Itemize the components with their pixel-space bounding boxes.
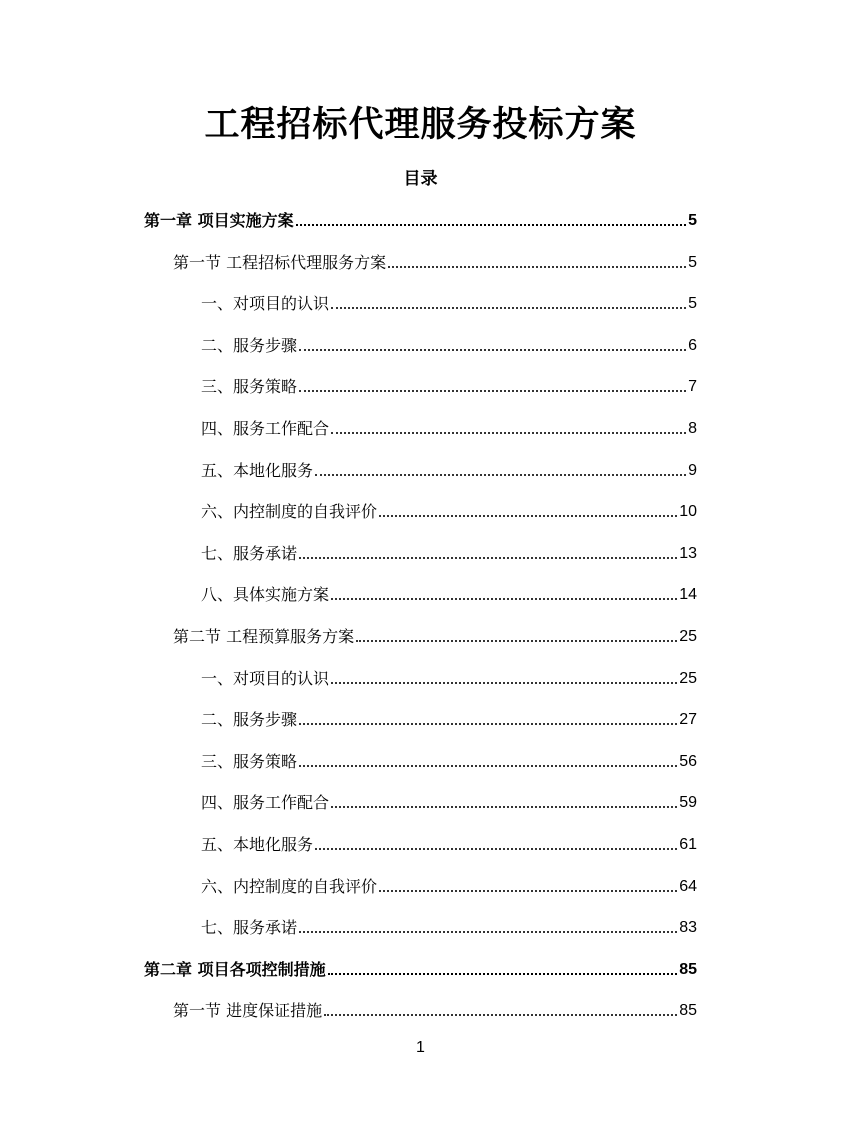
toc-dot-leader: [299, 723, 677, 725]
toc-entry[interactable]: [201, 456, 697, 482]
toc-entry-label: 七、服务承诺: [201, 918, 298, 937]
toc-dot-leader: [388, 266, 686, 268]
toc-entry-label: 五、本地化服务: [201, 835, 314, 854]
toc-entry[interactable]: [201, 913, 697, 939]
toc-entry[interactable]: [144, 955, 697, 981]
toc-dot-leader: [328, 973, 678, 975]
toc-entry-page-number: 25: [679, 628, 697, 645]
document-title: 工程招标代理服务投标方案: [204, 104, 637, 145]
toc-dot-leader: [324, 1014, 677, 1016]
toc-entry-page-number: 83: [679, 919, 697, 936]
toc-entry-label: 一、对项目的认识: [201, 294, 330, 313]
toc-entry-page-number: 10: [679, 503, 697, 520]
toc-dot-leader: [331, 598, 677, 600]
toc-entry-page-number: 5: [688, 212, 697, 229]
toc-entry-label: 第一章 项目实施方案: [144, 211, 294, 230]
toc-entry[interactable]: [201, 747, 697, 773]
toc-entry[interactable]: [201, 872, 697, 898]
toc-entry[interactable]: [201, 830, 697, 856]
toc-entry[interactable]: [201, 289, 697, 315]
toc-dot-leader: [315, 848, 677, 850]
toc-entry-label: 四、服务工作配合: [201, 793, 330, 812]
toc-entry-label: 三、服务策略: [201, 377, 298, 396]
toc-entry-page-number: 7: [688, 378, 697, 395]
toc-entry[interactable]: [201, 539, 697, 565]
toc-entry[interactable]: [201, 414, 697, 440]
toc-entry-label: 一、对项目的认识: [201, 669, 330, 688]
toc-entry[interactable]: [201, 705, 697, 731]
toc-entry-label: 第一节 进度保证措施: [173, 1001, 323, 1020]
toc-entry[interactable]: [201, 580, 697, 606]
toc-entry-label: 二、服务步骤: [201, 710, 298, 729]
toc-entry-page-number: 85: [679, 1002, 697, 1019]
toc-dot-leader: [299, 931, 677, 933]
toc-entry-page-number: 8: [688, 420, 697, 437]
toc-entry-label: 八、具体实施方案: [201, 585, 330, 604]
toc-dot-leader: [379, 515, 677, 517]
toc-entry-label: 四、服务工作配合: [201, 419, 330, 438]
page-number: 1: [416, 1039, 425, 1056]
toc-entry-label: 六、内控制度的自我评价: [201, 502, 378, 521]
toc-entry-label: 六、内控制度的自我评价: [201, 877, 378, 896]
toc-entry-page-number: 27: [679, 711, 697, 728]
toc-dot-leader: [299, 349, 686, 351]
toc-dot-leader: [331, 432, 686, 434]
toc-entry-page-number: 5: [688, 254, 697, 271]
toc-dot-leader: [356, 640, 677, 642]
toc-entry-page-number: 6: [688, 337, 697, 354]
toc-entry-page-number: 13: [679, 545, 697, 562]
toc-entry-page-number: 64: [679, 878, 697, 895]
toc-entry[interactable]: [173, 248, 697, 274]
toc-entry-page-number: 14: [679, 586, 697, 603]
toc-entry-page-number: 59: [679, 794, 697, 811]
toc-dot-leader: [299, 765, 677, 767]
toc-entry-label: 第二节 工程预算服务方案: [173, 627, 355, 646]
toc-dot-leader: [299, 557, 677, 559]
toc-dot-leader: [296, 224, 687, 226]
toc-entry-page-number: 85: [679, 961, 697, 978]
toc-entry-page-number: 25: [679, 670, 697, 687]
toc-entry-label: 三、服务策略: [201, 752, 298, 771]
toc-entry-page-number: 9: [688, 462, 697, 479]
toc-entry[interactable]: [201, 372, 697, 398]
toc-entry-page-number: 61: [679, 836, 697, 853]
toc-heading: 目录: [403, 169, 438, 189]
toc-entry[interactable]: [144, 206, 697, 232]
toc-dot-leader: [331, 307, 686, 309]
toc-entry[interactable]: [201, 788, 697, 814]
toc-entry-label: 五、本地化服务: [201, 461, 314, 480]
toc-dot-leader: [331, 806, 677, 808]
toc-entry[interactable]: [173, 622, 697, 648]
toc-entry-page-number: 5: [688, 295, 697, 312]
toc-entry-label: 七、服务承诺: [201, 544, 298, 563]
toc-dot-leader: [315, 474, 686, 476]
toc-dot-leader: [379, 890, 677, 892]
toc-entry[interactable]: [201, 331, 697, 357]
toc-entry-page-number: 56: [679, 753, 697, 770]
toc-entry-label: 第一节 工程招标代理服务方案: [173, 253, 387, 272]
toc-entry[interactable]: [201, 664, 697, 690]
toc-entry[interactable]: [201, 497, 697, 523]
toc-entry[interactable]: [173, 996, 697, 1022]
toc-entry-label: 二、服务步骤: [201, 336, 298, 355]
toc-dot-leader: [331, 682, 677, 684]
toc-entry-label: 第二章 项目各项控制措施: [144, 960, 326, 979]
toc-dot-leader: [299, 390, 686, 392]
